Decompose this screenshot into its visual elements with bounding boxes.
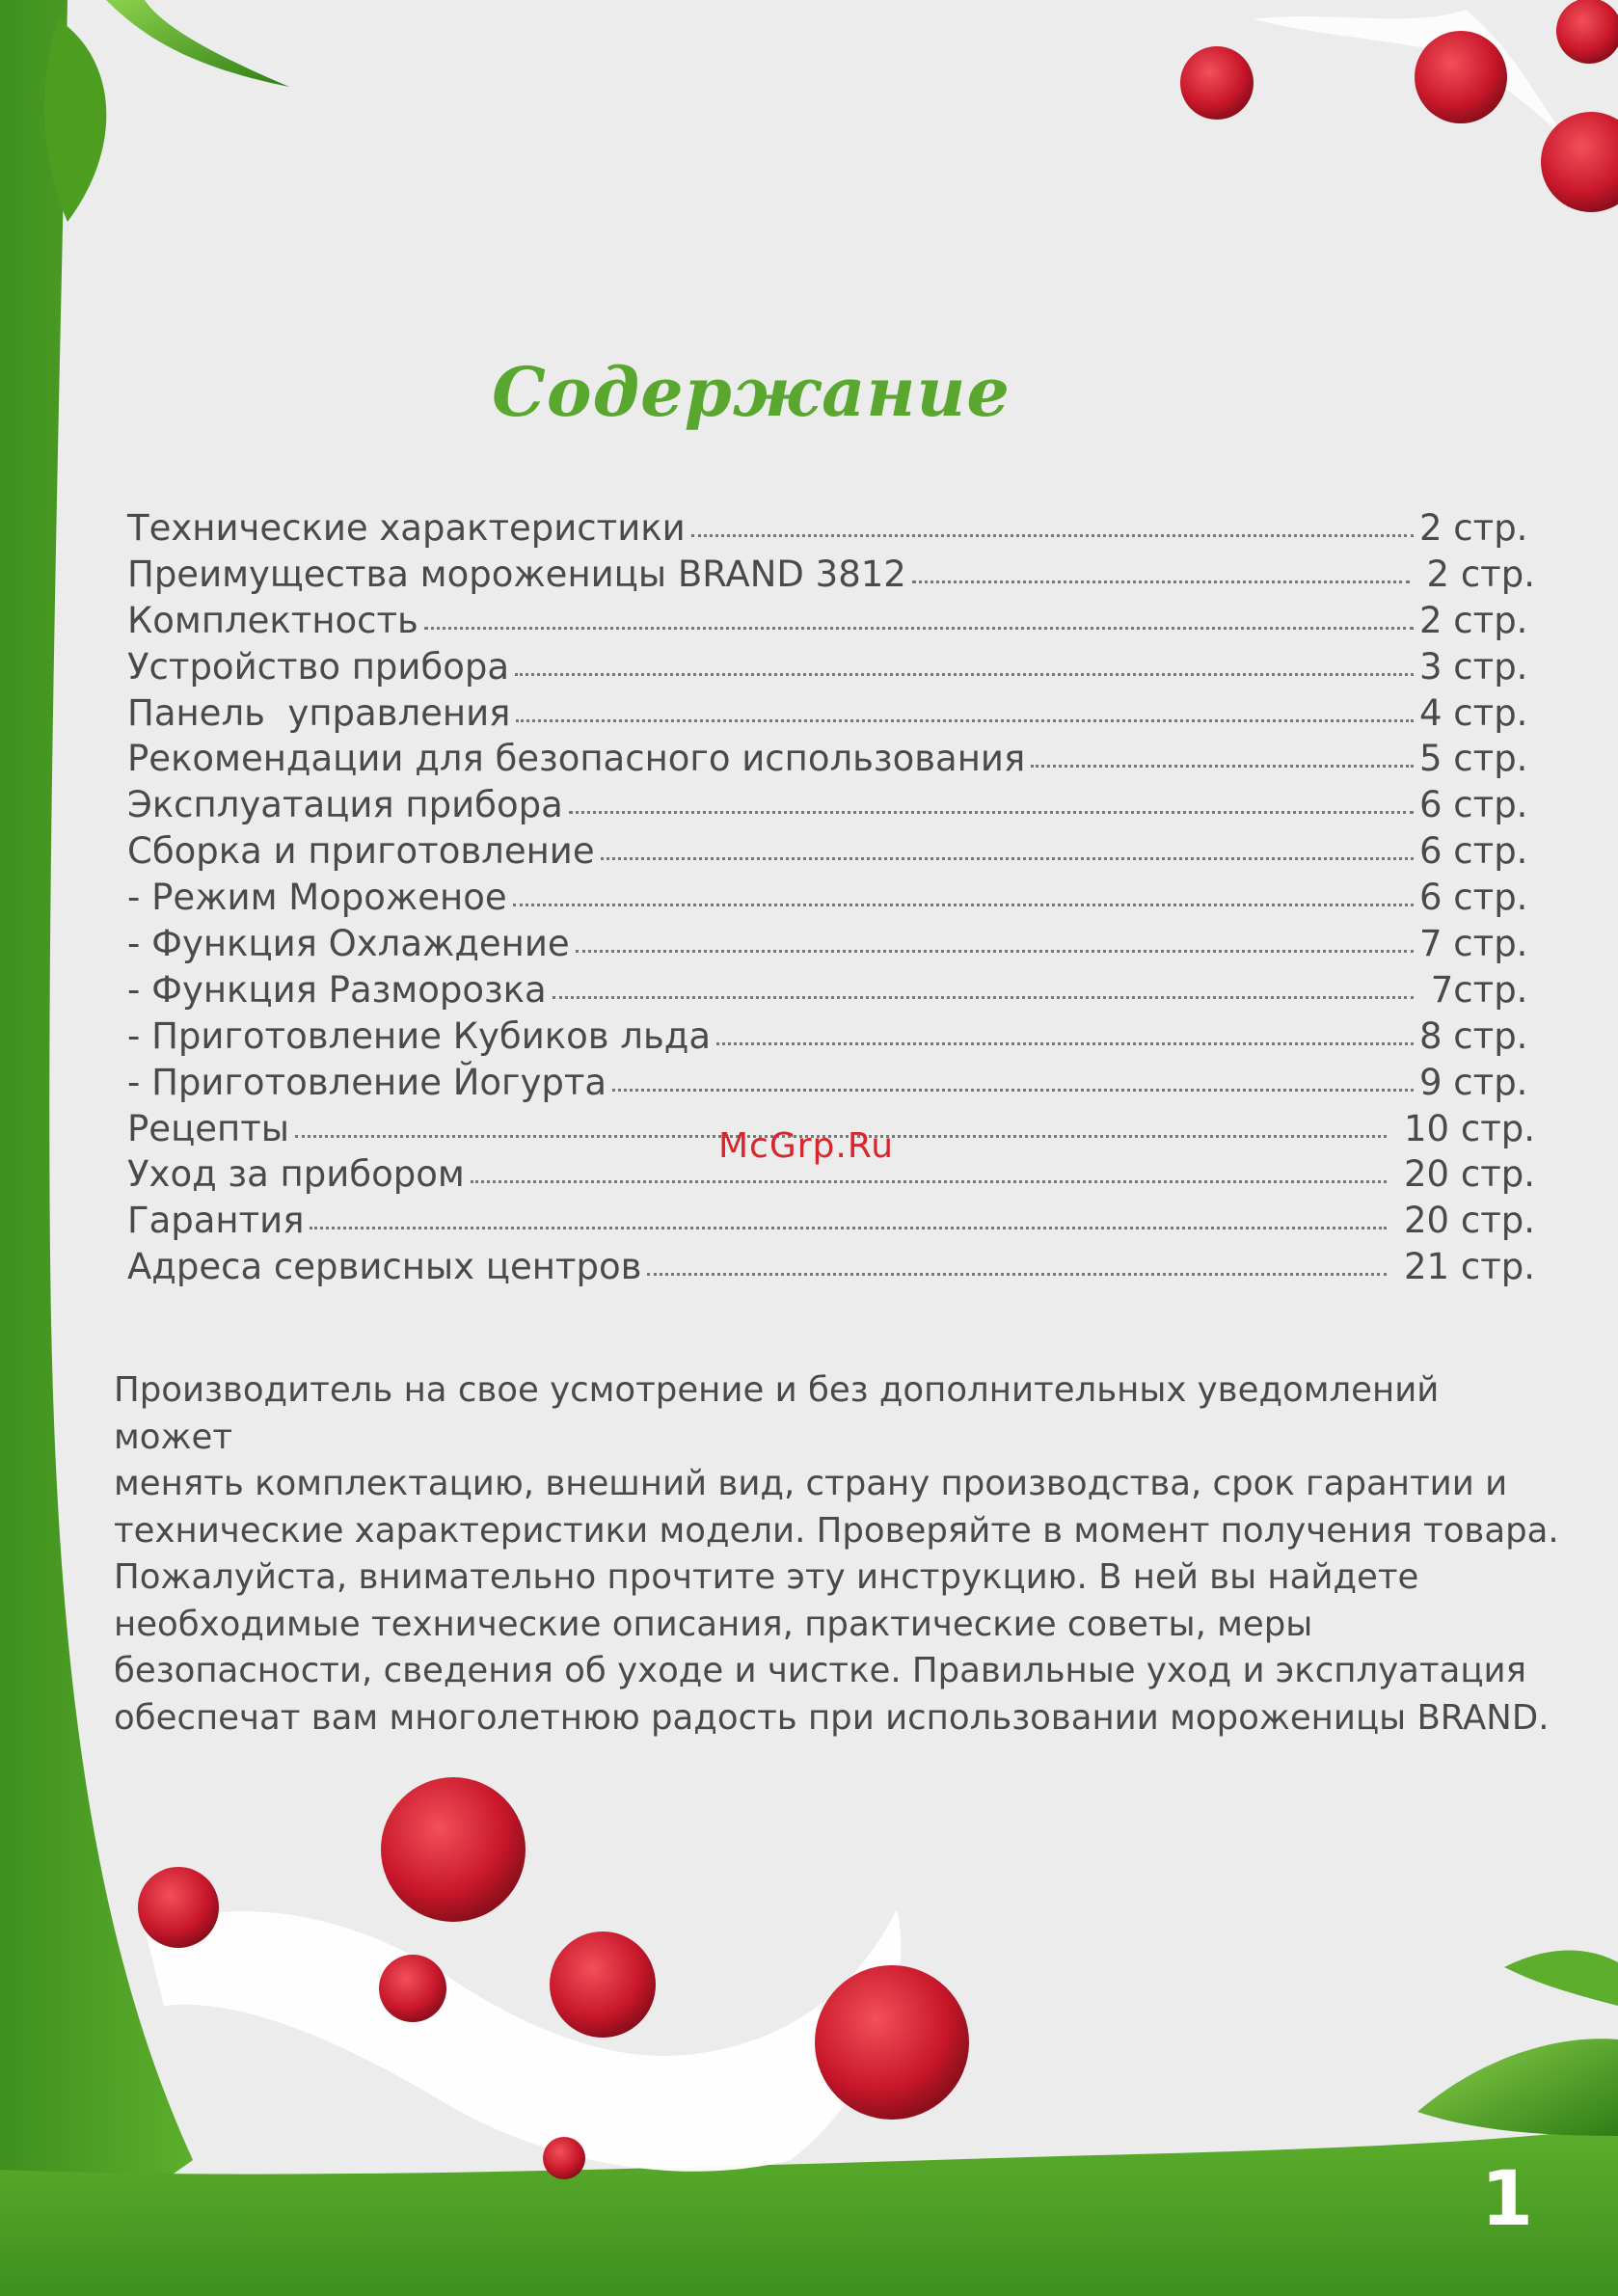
toc-dot-leader [912,581,1410,583]
toc-entry-label: Устройство прибора [127,645,510,688]
toc-entry [127,923,1535,969]
toc-entry-page: 6 стр. [1419,784,1528,826]
toc-entry-page: 7стр. [1419,968,1528,1011]
toc-entry-label: Рецепты [127,1107,289,1149]
toc-entry-label: Гарантия [127,1200,305,1242]
toc-entry-label: Эксплуатация прибора [127,784,563,826]
toc-dot-leader [424,627,1414,630]
toc-entry-label: Сборка и приготовление [127,830,595,873]
toc-entry [127,1246,1535,1292]
toc-dot-leader [601,857,1414,860]
toc-entry-page: 7 стр. [1419,923,1528,965]
toc-dot-leader [553,996,1414,999]
toc-entry-page: 4 стр. [1419,691,1528,734]
toc-dot-leader [516,719,1414,722]
toc-entry-label: Рекомендации для безопасного использования [127,738,1026,780]
toc-entry-label: Комплектность [127,599,418,641]
toc-entry-page: 2 стр. [1415,553,1535,595]
toc-dot-leader [691,534,1414,537]
toc-entry-page: 10 стр. [1392,1107,1535,1149]
toc-dot-leader [515,673,1414,676]
toc-entry [127,877,1535,923]
toc-entry-label: - Функция Охлаждение [127,923,570,965]
toc-entry-page: 8 стр. [1419,1014,1528,1057]
toc-entry [127,507,1535,554]
toc-entry-page: 3 стр. [1419,645,1528,688]
toc-dot-leader [471,1180,1388,1183]
toc-entry-label: Панель управления [127,691,511,734]
toc-dot-leader [513,904,1414,906]
toc-entry-page: 20 стр. [1392,1153,1535,1196]
toc-entry [127,600,1535,646]
toc-dot-leader [310,1227,1387,1229]
toc-dot-leader [576,950,1414,953]
toc-entry-label: Адреса сервисных центров [127,1246,642,1288]
toc-entry-label: - Приготовление Кубиков льда [127,1014,712,1057]
toc-dot-leader [716,1042,1414,1045]
page-title: Содержание [492,351,1011,432]
toc-entry-page: 20 стр. [1392,1200,1535,1242]
toc-entry [127,1062,1535,1108]
toc-entry-label: Технические характеристики [127,507,686,549]
toc-dot-leader [1031,765,1414,768]
toc-entry [127,692,1535,739]
toc-entry [127,830,1535,877]
toc-entry-label: - Функция Разморозка [127,968,547,1011]
toc-entry-label: Преимущества мороженицы BRAND 3812 [127,553,906,595]
toc-entry-label: - Приготовление Йогурта [127,1061,607,1103]
toc-entry [127,646,1535,692]
toc-dot-leader [647,1273,1387,1276]
watermark: McGrp.Ru [718,1126,895,1166]
toc-entry-page: 2 стр. [1419,599,1528,641]
toc-dot-leader [612,1089,1414,1092]
toc-entry-page: 2 стр. [1419,507,1528,549]
toc-entry [127,969,1535,1015]
toc-entry-page: 6 стр. [1419,877,1528,919]
toc-entry-page: 5 стр. [1419,738,1528,780]
toc-entry [127,738,1535,784]
disclaimer-paragraph: Производитель на свое усмотрение и без дополнительных уведомлений может менять комплектацию, внешний вид, страну производства, срок гарантии и технические характеристики модели. Проверяйте в момент получения товара. Пожалуйста, внимательно прочтите эту инструкцию. В ней вы найдете необходимые технические описания, практические советы, меры безопасности, сведения об уходе и чистке. Правильные уход и эксплуатация обеспечат вам многолетнюю радость при использовании мороженицы BRAND. [114,1370,1559,1738]
toc-entry [127,1200,1535,1246]
toc-entry-page: 9 стр. [1419,1061,1528,1103]
toc-entry-label: Уход за прибором [127,1153,465,1196]
toc-entry-page: 21 стр. [1392,1246,1535,1288]
toc-dot-leader [569,811,1414,814]
toc-entry-page: 6 стр. [1419,830,1528,873]
toc-entry-label: - Режим Мороженое [127,877,507,919]
toc-entry [127,1015,1535,1062]
page-number: 1 [1480,2156,1533,2243]
toc-entry [127,554,1535,600]
table-of-contents [127,507,1535,1292]
toc-entry [127,784,1535,830]
